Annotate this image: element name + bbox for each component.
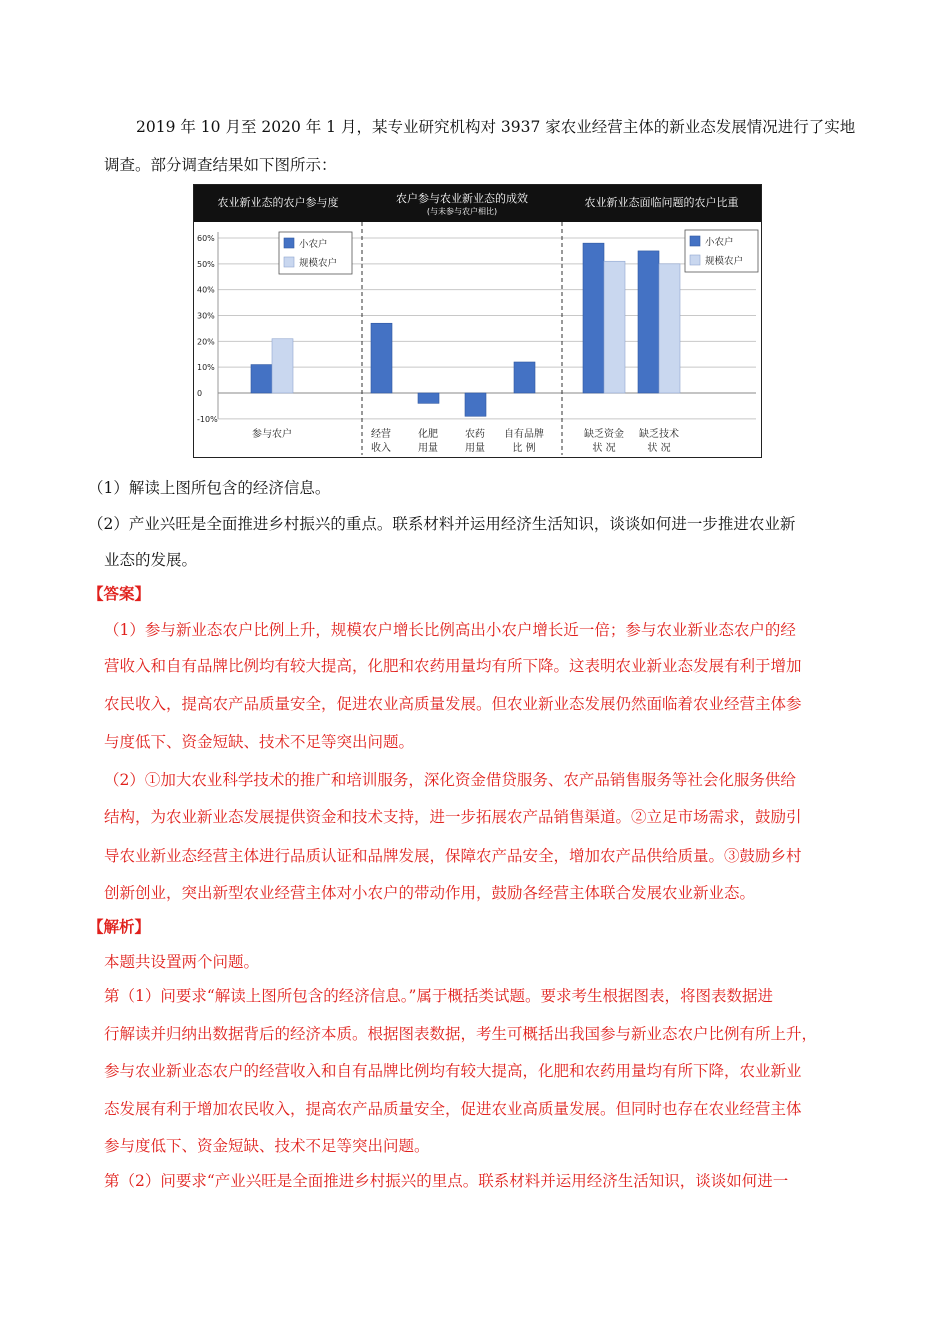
question-2-line-2: 业态的发展。 xyxy=(104,551,198,569)
analysis-line: 行解读并归纳出数据背后的经济本质。根据图表数据，考生可概括出我国参与新业态农户比例有所上升， xyxy=(104,1025,818,1043)
question-2-line-1: （2）产业兴旺是全面推进乡村振兴的重点。联系材料并运用经济生活知识，谈谈如何进一步推进农业新 xyxy=(88,515,796,533)
answer-line: 营收入和自有品牌比例均有较大提高，化肥和农药用量均有所下降。这表明农业新业态发展有利于增加 xyxy=(104,657,802,675)
answer-line: 导农业新业态经营主体进行品质认证和品牌发展，保障农产品安全，增加农产品供给质量。③鼓励乡村 xyxy=(104,847,802,865)
x-tick-label: 经营 xyxy=(371,429,391,440)
analysis-intro: 本题共设置两个问题。 xyxy=(104,953,260,971)
panel-title: 农户参与农业新业态的成效 xyxy=(396,192,528,205)
bar-small-farm xyxy=(583,243,604,393)
legend-swatch-large xyxy=(284,257,294,267)
bar-large-farm xyxy=(604,261,625,393)
analysis-label: 【解析】 xyxy=(88,917,151,936)
bar-effect xyxy=(514,362,535,393)
panel-title: 农业新业态的农户参与度 xyxy=(217,196,339,209)
x-tick-label: 用量 xyxy=(418,443,438,454)
panel-title: 农业新业态面临问题的农户比重 xyxy=(584,196,739,209)
y-tick-label: 60% xyxy=(197,234,215,243)
answer-line: 与度低下、资金短缺、技术不足等突出问题。 xyxy=(104,733,415,751)
legend-label: 小农户 xyxy=(299,239,328,250)
panel-subtitle: (与未参与农户相比) xyxy=(426,207,498,216)
y-tick-label: 50% xyxy=(197,259,215,269)
legend-label: 规模农户 xyxy=(299,258,338,269)
x-tick-label: 缺乏技术 xyxy=(639,429,679,440)
intro-line-2: 调查。部分调查结果如下图所示： xyxy=(104,156,337,174)
legend-swatch-large xyxy=(690,255,700,265)
survey-chart xyxy=(193,184,762,458)
survey-chart-svg xyxy=(194,185,761,457)
answer-line: 创新创业，突出新型农业经营主体对小农户的带动作用，鼓励各经营主体联合发展农业新业态。 xyxy=(104,884,756,902)
x-tick-label: 农药 xyxy=(465,429,485,440)
x-tick-label: 缺乏资金 xyxy=(584,429,624,440)
y-tick-label: 10% xyxy=(197,363,215,373)
answer-line: （1）参与新业态农户比例上升，规模农户增长比例高出小农户增长近一倍；参与农业新业态农户的经 xyxy=(104,621,796,639)
answer-label: 【答案】 xyxy=(88,584,151,603)
bar-effect xyxy=(465,393,486,416)
analysis-line: 第（1）问要求“解读上图所包含的经济信息。”属于概括类试题。要求考生根据图表，将图表数据进 xyxy=(104,987,773,1005)
legend-swatch-small xyxy=(284,238,294,248)
x-tick-label: 用量 xyxy=(465,443,485,454)
y-tick-label: 30% xyxy=(197,311,215,321)
bar-small-farm xyxy=(638,251,659,393)
answer-line: （2）①加大农业科学技术的推广和培训服务，深化资金借贷服务、农产品销售服务等社会化服务供给 xyxy=(104,771,796,789)
y-tick-label: -10% xyxy=(197,414,218,424)
x-tick-label: 化肥 xyxy=(418,429,438,440)
legend-swatch-small xyxy=(690,236,700,246)
bar-large-farm xyxy=(659,264,680,393)
question-1: （1）解读上图所包含的经济信息。 xyxy=(88,479,331,497)
x-tick-label: 收入 xyxy=(371,443,391,454)
analysis-line: 参与农业新业态农户的经营收入和自有品牌比例均有较大提高，化肥和农药用量均有所下降，农业新业 xyxy=(104,1062,802,1080)
analysis-line: 态发展有利于增加农民收入，提高农产品质量安全，促进农业高质量发展。但同时也存在农业经营主体 xyxy=(104,1100,802,1118)
x-tick-label: 自有品牌 xyxy=(504,429,544,440)
x-tick-label: 比 例 xyxy=(512,443,536,454)
x-tick-label: 状 况 xyxy=(647,443,671,454)
bar-small-farm xyxy=(251,365,272,393)
intro-line-1: 2019 年 10 月至 2020 年 1 月，某专业研究机构对 3937 家农业经营主体的新业态发展情况进行了实地 xyxy=(136,118,856,136)
answer-line: 结构，为农业新业态发展提供资金和技术支持，进一步拓展农产品销售渠道。②立足市场需求，鼓励引 xyxy=(104,808,802,826)
analysis-line: 参与度低下、资金短缺、技术不足等突出问题。 xyxy=(104,1137,430,1155)
bar-effect xyxy=(418,393,439,403)
legend-label: 规模农户 xyxy=(705,256,744,267)
x-tick-label: 参与农户 xyxy=(252,429,292,440)
y-tick-label: 20% xyxy=(197,337,215,347)
analysis-line: 第（2）问要求“产业兴旺是全面推进乡村振兴的里点。联系材料并运用经济生活知识，谈谈如何进一 xyxy=(104,1172,789,1190)
answer-line: 农民收入，提高农产品质量安全，促进农业高质量发展。但农业新业态发展仍然面临着农业经营主体参 xyxy=(104,695,802,713)
bar-effect xyxy=(371,323,392,393)
y-tick-label: 40% xyxy=(197,285,215,295)
bar-large-farm xyxy=(272,339,293,393)
y-tick-label: 0 xyxy=(197,389,203,398)
x-tick-label: 状 况 xyxy=(592,443,616,454)
legend-label: 小农户 xyxy=(705,237,734,248)
